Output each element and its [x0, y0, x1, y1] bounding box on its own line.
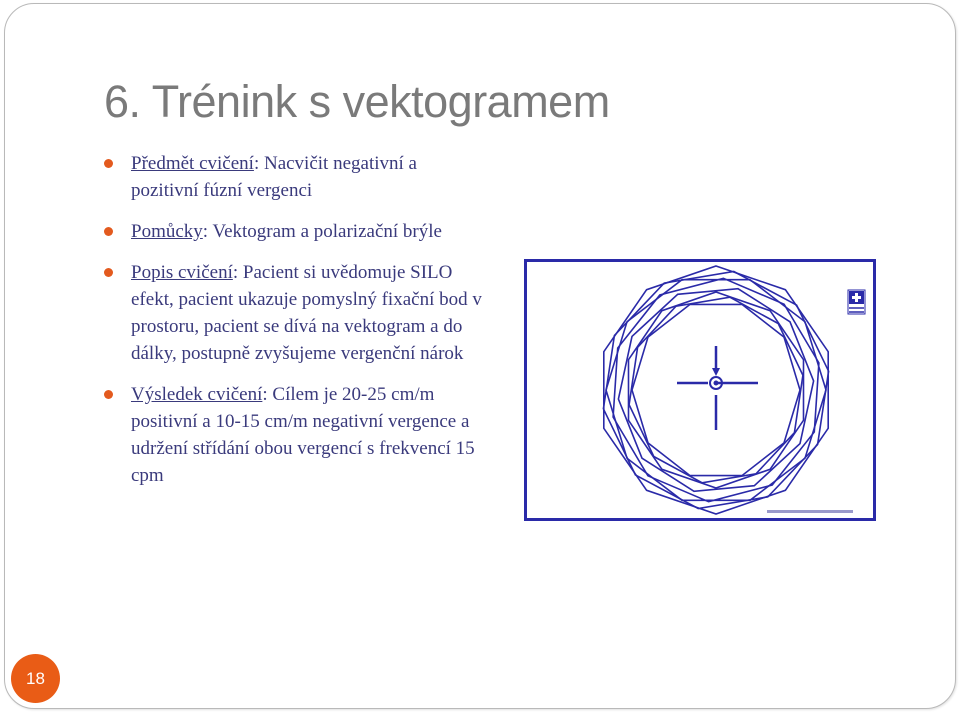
plus-grid-icon	[848, 290, 865, 314]
bullet-text: Vektogram a polarizační brýle	[208, 221, 442, 242]
page-number-badge: 18	[11, 654, 60, 703]
copyright-footer-icon	[767, 510, 853, 513]
fixation-cross-icon	[677, 346, 758, 430]
bullet-text: Cílem je 20-25 cm/m positivní a 10-15 cm/m negativní vergence a udržení střídání obou vergencí s frekvencí 15 cpm	[131, 384, 475, 486]
bullet-lead: Pomůcky	[131, 221, 203, 242]
bullet-list	[104, 150, 484, 503]
vectogram-figure	[524, 259, 876, 521]
slide-title: 6. Trénink s vektogramem	[104, 76, 610, 127]
bullet-item	[104, 218, 484, 245]
bullet-item	[104, 150, 484, 204]
bullet-item	[104, 259, 484, 367]
bullet-separator: :	[232, 262, 239, 283]
bullet-text: Nacvičit negativní a pozitivní fúzní vergenci	[131, 153, 417, 201]
bullet-lead: Výsledek cvičení	[131, 384, 263, 405]
bullet-separator: :	[253, 153, 260, 174]
vectogram-image	[527, 262, 873, 518]
bullet-lead: Předmět cvičení	[131, 153, 254, 174]
bullet-item	[104, 381, 484, 489]
bullet-separator: :	[202, 221, 209, 242]
bullet-text: Pacient si uvědomuje SILO efekt, pacient ukazuje pomyslný fixační bod v prostoru, pacient se dívá na vektogram a do dálky, postupně zvyšujeme vergenční nárok	[131, 262, 482, 364]
bullet-separator: :	[262, 384, 268, 405]
bullet-lead: Popis cvičení	[131, 262, 233, 283]
